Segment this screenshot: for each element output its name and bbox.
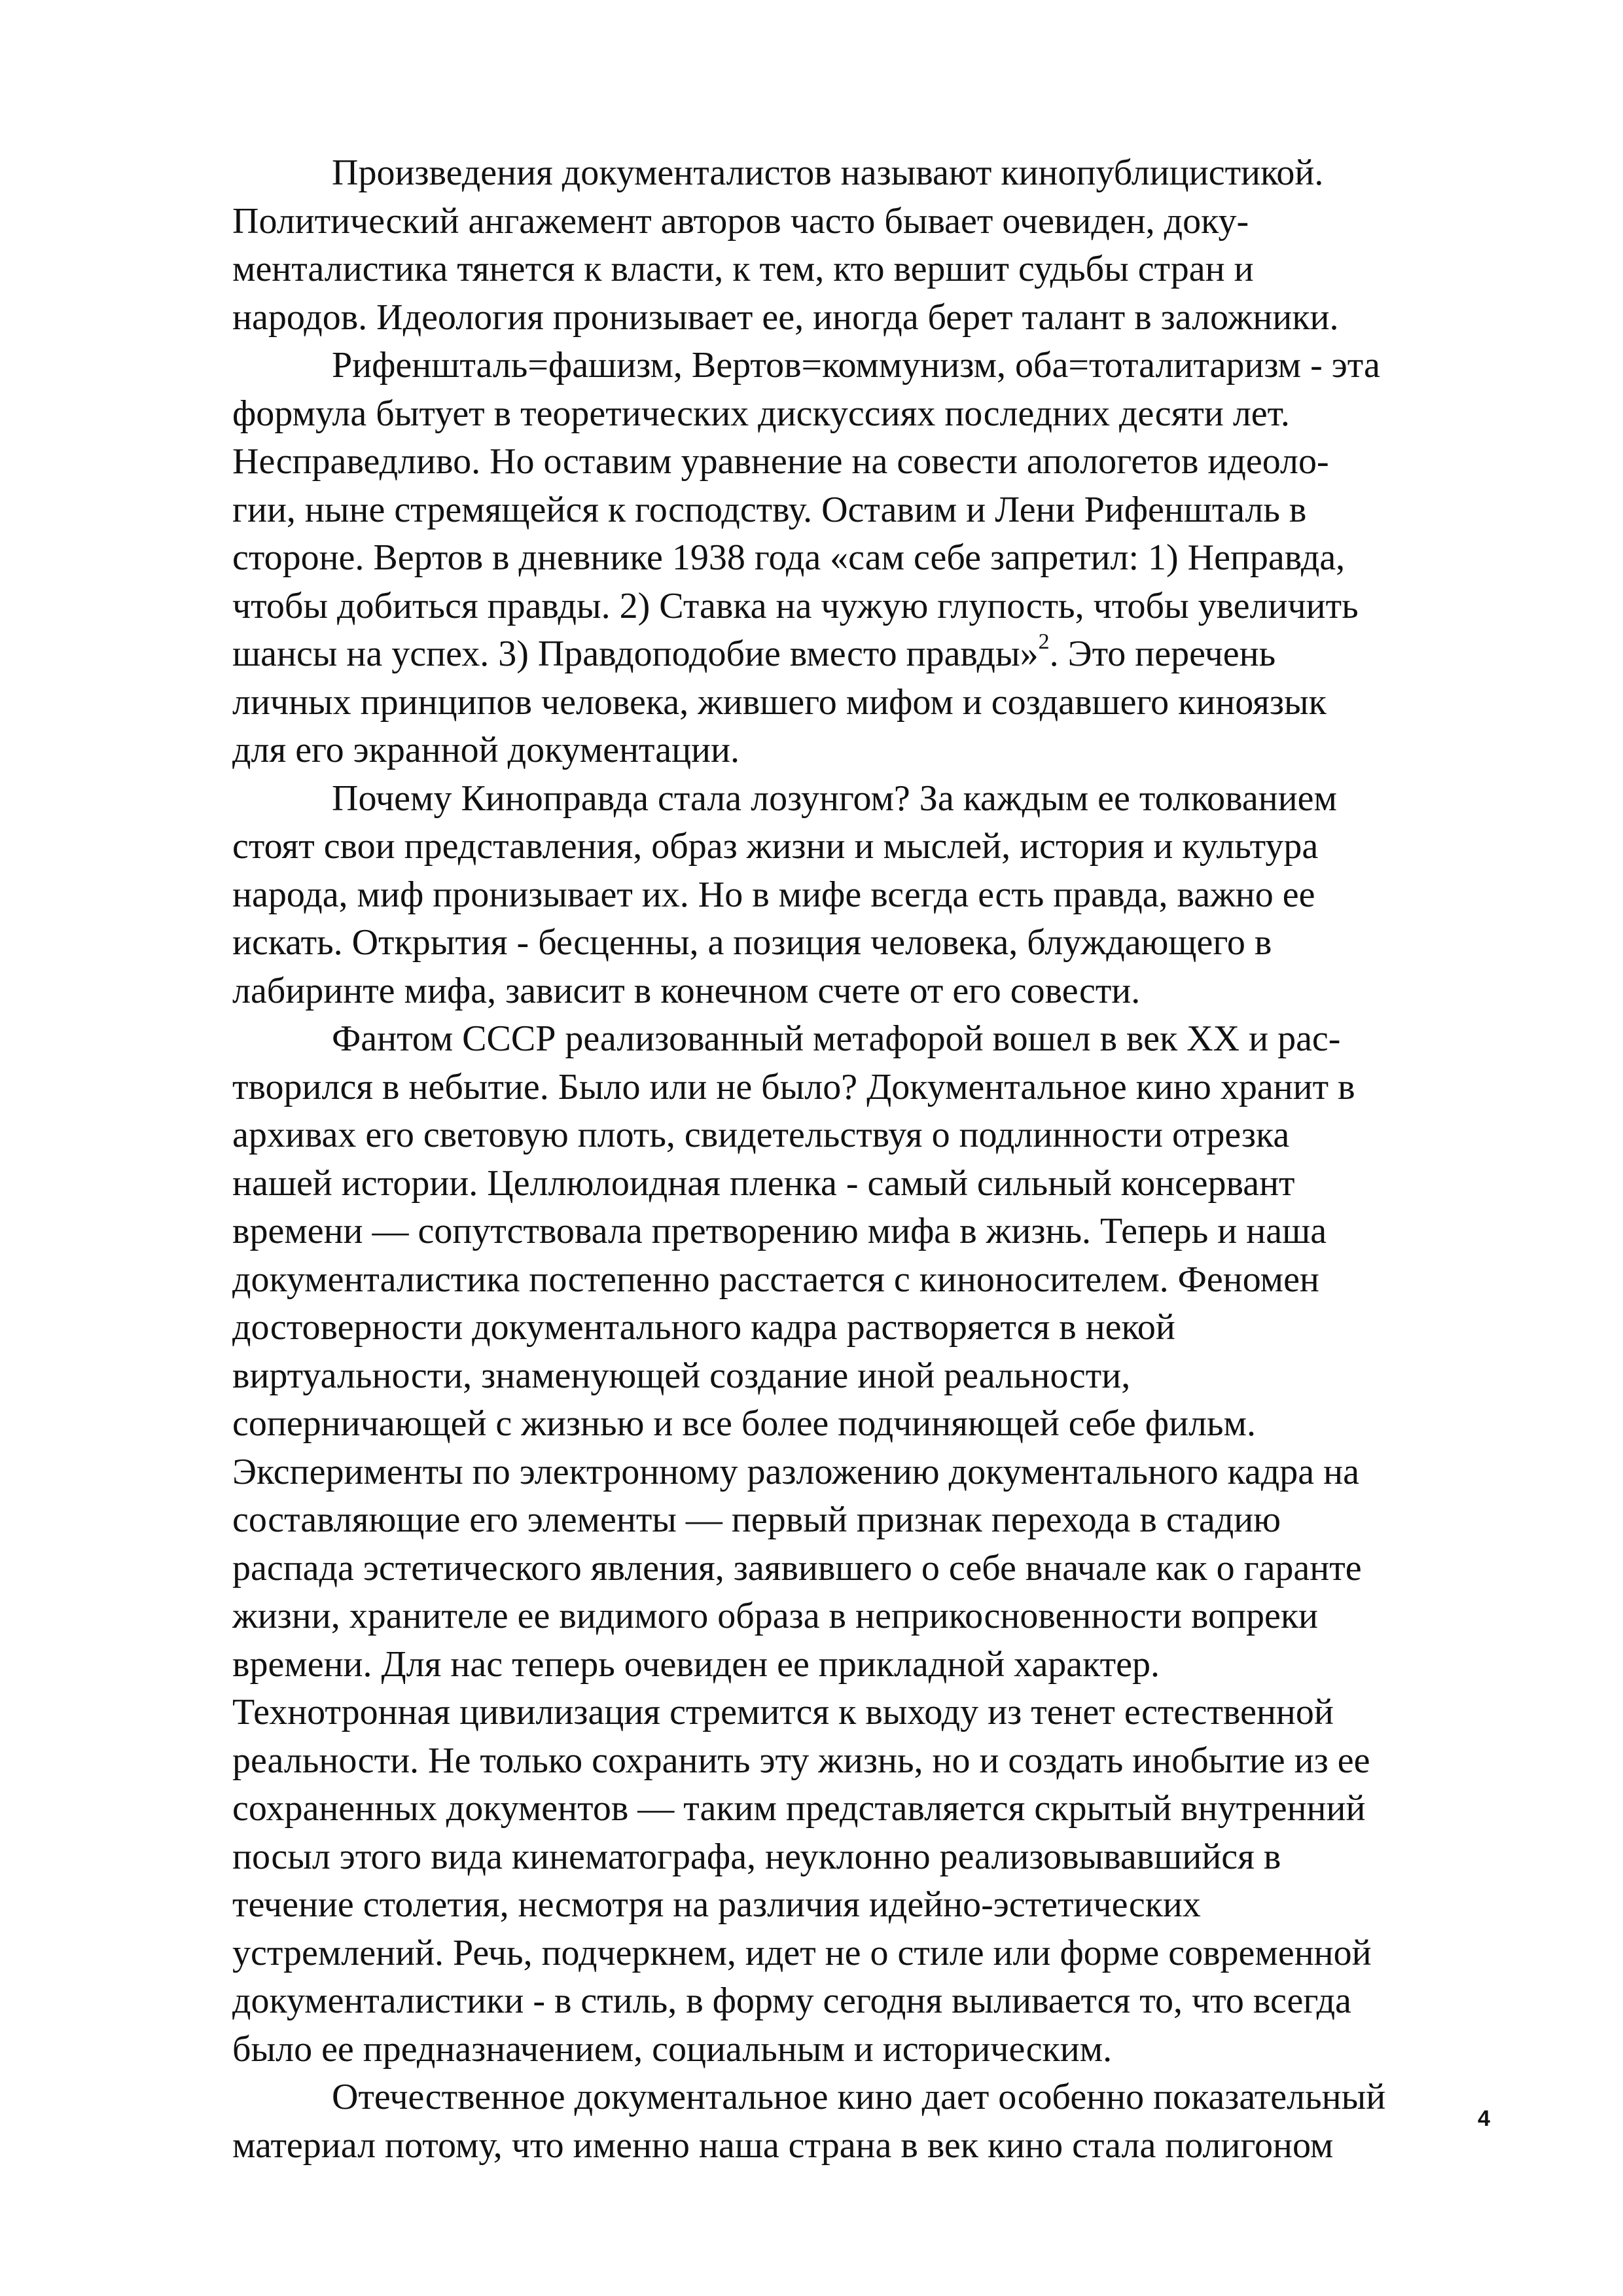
text-line: Политический ангажемент авторов часто бывает очевиден, доку- (232, 200, 1249, 242)
text-line: чтобы добиться правды. 2) Ставка на чужую глупость, чтобы увеличить (232, 585, 1359, 626)
text-line: лабиринте мифа, зависит в конечном счете от его совести. (232, 970, 1141, 1011)
text-line: народов. Идеология пронизывает ее, иногда берет талант в заложники. (232, 296, 1339, 338)
text-line: Эксперименты по электронному разложению документального кадра на (232, 1451, 1359, 1492)
paragraph (232, 775, 1535, 1016)
text-line: шансы на успех. 3) Правдоподобие вместо правды»$^2$. Это перечень (232, 630, 1276, 674)
paragraph (232, 2073, 1535, 2170)
text-line: реальности. Не только сохранить эту жизнь, но и создать инобытие из ее (232, 1740, 1370, 1781)
text-line: времени — сопутствовала претворению мифа в жизнь. Теперь и наша (232, 1211, 1327, 1251)
text-line: Технотронная цивилизация стремится к выходу из тенет естественной (232, 1692, 1334, 1732)
text-line: архивах его световую плоть, свидетельствуя о подлинности отрезка (232, 1115, 1290, 1155)
footnote-reference: 2 (1038, 630, 1050, 654)
page-number: 4 (1478, 2106, 1490, 2131)
text-line: творился в небытие. Было или не было? Документальное кино хранит в (232, 1066, 1355, 1107)
paragraph (232, 342, 1535, 775)
text-line: было ее предназначением, социальным и историческим. (232, 2028, 1113, 2070)
text-line: документалистики - в стиль, в форму сегодня выливается то, что всегда (232, 1981, 1351, 2021)
text-line: посыл этого вида кинематографа, неуклонно реализовывавшийся в (232, 1836, 1281, 1877)
text-line: Несправедливо. Но оставим уравнение на совести апологетов идеоло- (232, 441, 1329, 482)
text-line: документалистика постепенно расстается с киноносителем. Феномен (232, 1259, 1319, 1300)
text-line: гии, ныне стремящейся к господству. Оставим и Лени Рифеншталь в (232, 489, 1307, 530)
text-line: личных принципов человека, жившего мифом и создавшего киноязык (232, 681, 1327, 723)
text-line: Почему Киноправда стала лозунгом? За каждым ее толкованием (332, 778, 1337, 819)
text-line: устремлений. Речь, подчеркнем, идет не о стиле или форме современной (232, 1932, 1372, 1973)
text-line: Рифеншталь=фашизм, Вертов=коммунизм, оба=тоталитаризм - эта (332, 345, 1380, 386)
text-line: народа, миф пронизывает их. Но в мифе всегда есть правда, важно ее (232, 874, 1315, 915)
text-line: материал потому, что именно наша страна в век кино стала полигоном (232, 2125, 1334, 2166)
text-line: Произведения документалистов называют кинопублицистикой. (332, 152, 1324, 193)
text-line: течение столетия, несмотря на различия идейно-эстетических (232, 1884, 1201, 1925)
paragraph (232, 149, 1535, 342)
text-line: искать. Открытия - бесценны, а позиция человека, блуждающего в (232, 922, 1272, 963)
text-line: Отечественное документальное кино дает особенно показательный (332, 2077, 1386, 2117)
text-line: нашей истории. Целлюлоидная пленка - самый сильный консервант (232, 1162, 1295, 1204)
text-line: стороне. Вертов в дневнике 1938 года «сам себе запретил: 1) Неправда, (232, 537, 1346, 578)
body-text (232, 149, 1535, 2170)
text-line: составляющие его элементы — первый признак перехода в стадию (232, 1499, 1281, 1540)
text-line: стоят свои представления, образ жизни и мыслей, история и культура (232, 826, 1319, 867)
text-line: сохраненных документов — таким представляется скрытый внутренний (232, 1788, 1366, 1829)
text-line: распада эстетического явления, заявившего о себе вначале как о гаранте (232, 1547, 1362, 1588)
text-line: соперничающей с жизнью и все более подчиняющей себе фильм. (232, 1403, 1256, 1444)
text-line: времени. Для нас теперь очевиден ее прикладной характер. (232, 1643, 1160, 1685)
text-line: Фантом СССР реализованный метафорой вошел в век XX и рас- (332, 1018, 1341, 1059)
text-line: для его экранной документации. (232, 730, 740, 770)
paragraph (232, 1015, 1535, 2073)
text-line: виртуальности, знаменующей создание иной реальности, (232, 1355, 1131, 1396)
text-line: достоверности документального кадра растворяется в некой (232, 1307, 1175, 1348)
text-line: формула бытует в теоретических дискуссиях последних десяти лет. (232, 393, 1290, 434)
text-line: жизни, хранителе ее видимого образа в неприкосновенности вопреки (232, 1596, 1318, 1636)
text-line: менталистика тянется к власти, к тем, кто вершит судьбы стран и (232, 249, 1254, 289)
